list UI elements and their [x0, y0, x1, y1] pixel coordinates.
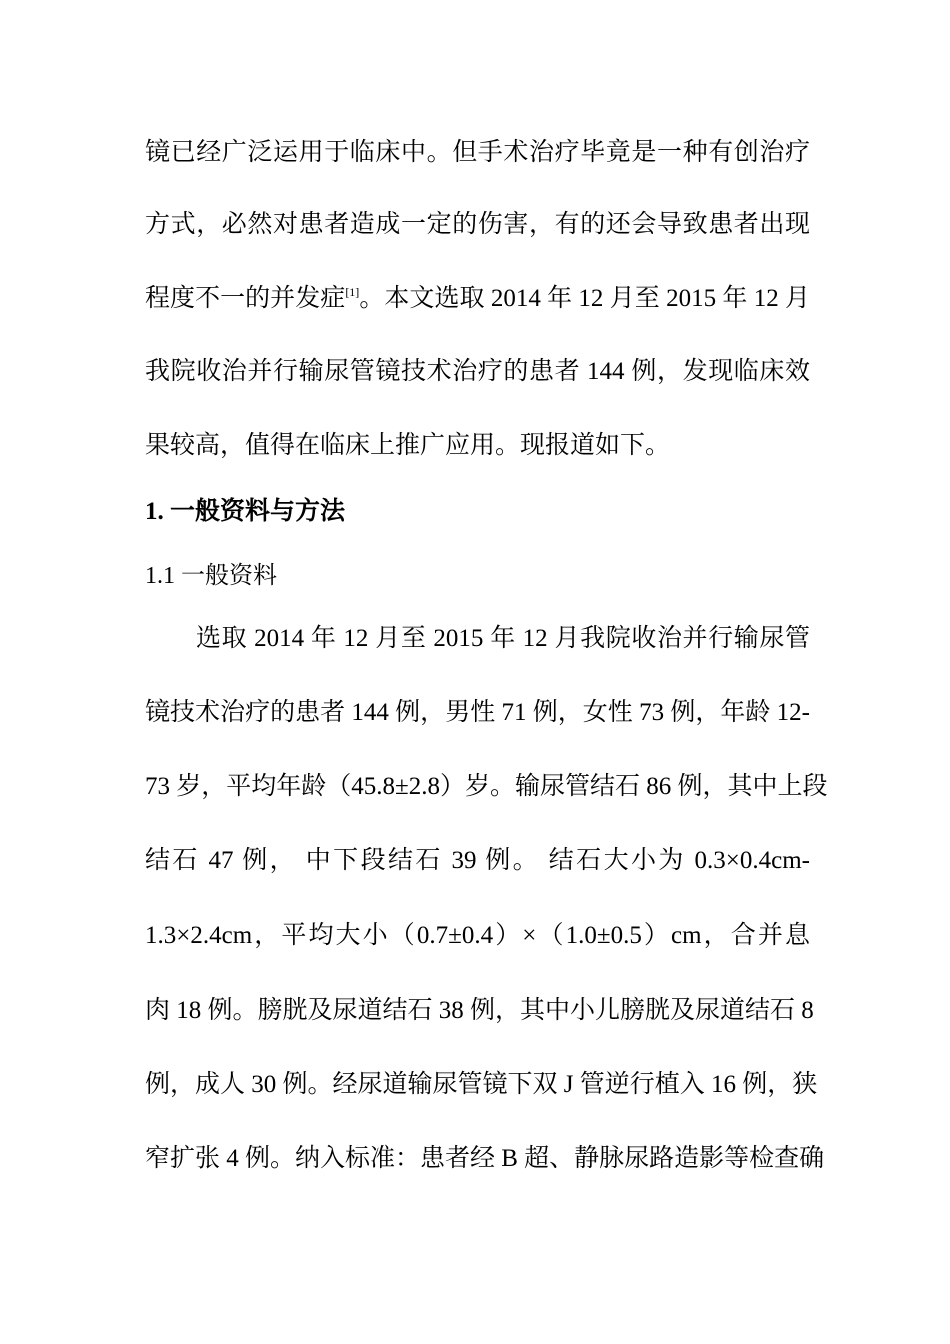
body-line-6: 肉 18 例。膀胱及尿道结石 38 例，其中小儿膀胱及尿道结石 8	[145, 997, 814, 1024]
citation-ref: [1]	[345, 285, 360, 299]
intro-line-3-text-b: 。本文选取 2014 年 12 月至 2015 年 12 月	[359, 285, 810, 312]
body-line-3: 73 岁，平均年龄（45.8±2.8）岁。输尿管结石 86 例，其中上段	[145, 773, 828, 800]
body-line-2: 镜技术治疗的患者 144 例，男性 71 例，女性 73 例，年龄 12-	[145, 699, 810, 726]
intro-line-3-text-a: 程度不一的并发症	[145, 285, 346, 312]
intro-line-4: 我院收治并行输尿管镜技术治疗的患者 144 例，发现临床效	[145, 358, 810, 385]
intro-line-3	[145, 283, 810, 315]
intro-line-2: 方式，必然对患者造成一定的伤害，有的还会导致患者出现	[145, 211, 810, 238]
intro-line-1: 镜已经广泛运用于临床中。但手术治疗毕竟是一种有创治疗	[145, 139, 810, 166]
section-heading: 1. 一般资料与方法	[145, 498, 346, 525]
body-line-8: 窄扩张 4 例。纳入标准：患者经 B 超、静脉尿路造影等检查确	[145, 1145, 825, 1172]
body-line-4: 结石 47 例， 中下段结石 39 例。 结石大小为 0.3×0.4cm-	[145, 847, 810, 874]
intro-line-5: 果较高，值得在临床上推广应用。现报道如下。	[145, 432, 671, 459]
body-line-5: 1.3×2.4cm，平均大小（0.7±0.4）×（1.0±0.5）cm，合并息	[145, 922, 810, 949]
body-line-7: 例，成人 30 例。经尿道输尿管镜下双 J 管逆行植入 16 例，狭	[145, 1071, 818, 1098]
subsection-heading: 1.1 一般资料	[145, 563, 277, 589]
body-line-1: 选取 2014 年 12 月至 2015 年 12 月我院收治并行输尿管	[196, 625, 810, 652]
